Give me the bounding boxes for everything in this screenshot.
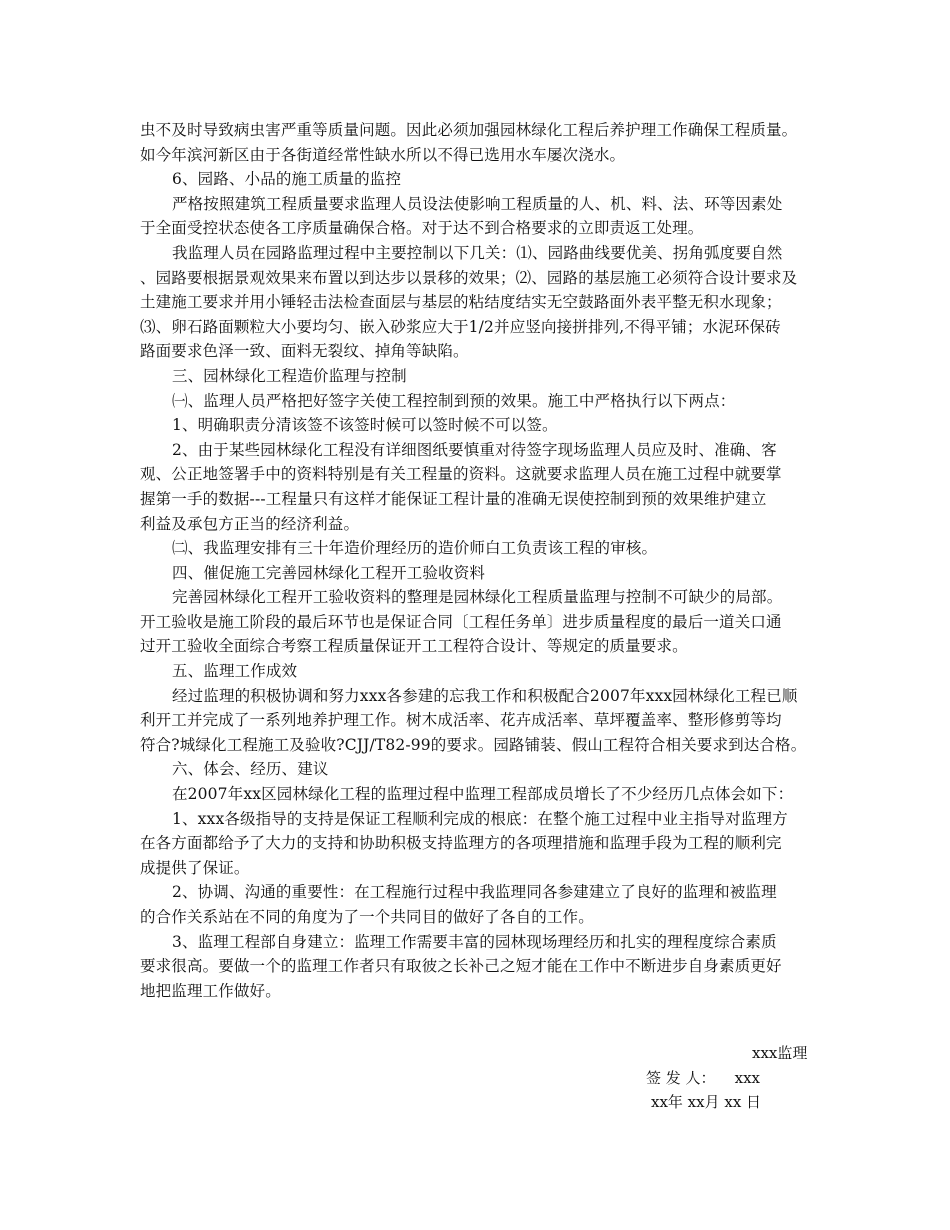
text-line: 的合作关系站在不同的角度为了一个共同目的做好了各自的工作。	[140, 908, 594, 926]
text-line: 利益及承包方正当的经济利益。	[140, 514, 360, 533]
text-line: 成提供了保证。	[140, 858, 250, 877]
section-heading: 6、园路、小品的施工质量的监控	[172, 170, 402, 189]
text-line: 过开工验收全面综合考察工程质量保证开工工程符合设计、等规定的质量要求。	[140, 637, 688, 656]
text-line: 1、明确职责分清该签不该签时候可以签时候不可以签。	[172, 416, 558, 435]
report-body	[140, 118, 816, 1003]
text-line: 于全面受控状态使各工序质量确保合格。对于达不到合格要求的立即责返工处理。	[140, 219, 704, 238]
text-line: ⑶、卵石路面颗粒大小要均匀、嵌入砂浆应大于1/2并应竖向接拼排列,不得平铺；水泥环保砖	[140, 317, 781, 336]
text-line: 虫不及时导致病虫害严重等质量问题。因此必须加强园林绿化工程后养护理工作确保工程质量。	[140, 121, 798, 139]
signature-date: xx年 xx月 xx 日	[651, 1093, 762, 1111]
text-line: 1、xxx各级指导的支持是保证工程顺利完成的根底：在整个施工过程中业主指导对监理方	[172, 809, 788, 828]
text-line: 要求很高。要做一个的监理工作者只有取彼之长补己之短才能在工作中不断进步自身素质更好	[140, 957, 782, 976]
text-line: 完善园林绿化工程开工验收资料的整理是园林绿化工程质量监理与控制不可缺少的局部。	[172, 588, 783, 607]
section-heading: 四、催促施工完善园林绿化工程开工验收资料	[172, 563, 486, 582]
text-line: 2、协调、沟通的重要性：在工程施行过程中我监理同各参建建立了良好的监理和被监理	[172, 883, 777, 902]
text-line: 在2007年xx区园林绿化工程的监理过程中监理工程部成员增长了不少经历几点体会如下：	[172, 785, 794, 804]
text-line: 我监理人员在园路监理过程中主要控制以下几关：⑴、园路曲线要优美、拐角弧度要自然	[172, 243, 783, 262]
text-line: 如今年滨河新区由于各街道经常性缺水所以不得已选用水车屡次浇水。	[140, 145, 626, 164]
text-line: 路面要求色泽一致、面料无裂纹、掉角等缺陷。	[140, 342, 469, 361]
text-line: 土建施工要求并用小锤轻击法检查面层与基层的粘结度结实无空鼓路面外表平整无积水现象；	[140, 293, 782, 312]
section-heading: 三、园林绿化工程造价监理与控制	[172, 366, 407, 385]
text-line: 3、监理工程部自身建立：监理工作需要丰富的园林现场理经历和扎实的理程度综合素质	[172, 932, 777, 951]
text-line: 严格按照建筑工程质量要求监理人员设法使影响工程质量的人、机、料、法、环等因素处	[172, 194, 783, 213]
signature-organization: xxx监理	[752, 1044, 808, 1062]
text-line: 、园路要根据景观效果来布置以到达步以景移的效果；⑵、园路的基层施工必须符合设计要求及	[140, 268, 798, 287]
text-line: 经过监理的积极协调和努力xxx各参建的忘我工作和积极配合2007年xxx园林绿化工程已顺	[172, 686, 798, 705]
text-line: 观、公正地签署手中的资料特别是有关工程量的资料。这就要求监理人员在施工过程中就要掌	[140, 465, 782, 484]
text-line: 地把监理工作做好。	[140, 981, 281, 1000]
text-line: 符合?城绿化工程施工及验收?CJJ/T82-99的要求。园路铺装、假山工程符合相关要求到达合格。	[140, 735, 807, 754]
section-heading: 六、体会、经历、建议	[172, 760, 329, 779]
text-line: 2、由于某些园林绿化工程没有详细图纸要慎重对待签字现场监理人员应及时、准确、客	[172, 440, 777, 459]
text-line: ㈡、我监理安排有三十年造价理经历的造价师白工负责该工程的审核。	[172, 539, 658, 558]
text-line: 开工验收是施工阶段的最后环节也是保证合同〔工程任务单〕进步质量程度的最后一道关口通	[140, 612, 782, 631]
text-line: 在各方面都给予了大力的支持和协助积极支持监理方的各项理措施和监理手段为工程的顺利完	[140, 834, 782, 853]
signature-signer: 签 发 人： xxx	[646, 1069, 760, 1087]
section-heading: 五、监理工作成效	[172, 662, 298, 681]
text-line: 利开工并完成了一系列地养护理工作。树木成活率、花卉成活率、草坪覆盖率、整形修剪等均	[140, 711, 782, 730]
text-line: 握第一手的数据---工程量只有这样才能保证工程计量的准确无误使控制到预的效果维护建立	[140, 489, 767, 508]
text-line: ㈠、监理人员严格把好签字关使工程控制到预的效果。施工中严格执行以下两点：	[172, 391, 736, 410]
